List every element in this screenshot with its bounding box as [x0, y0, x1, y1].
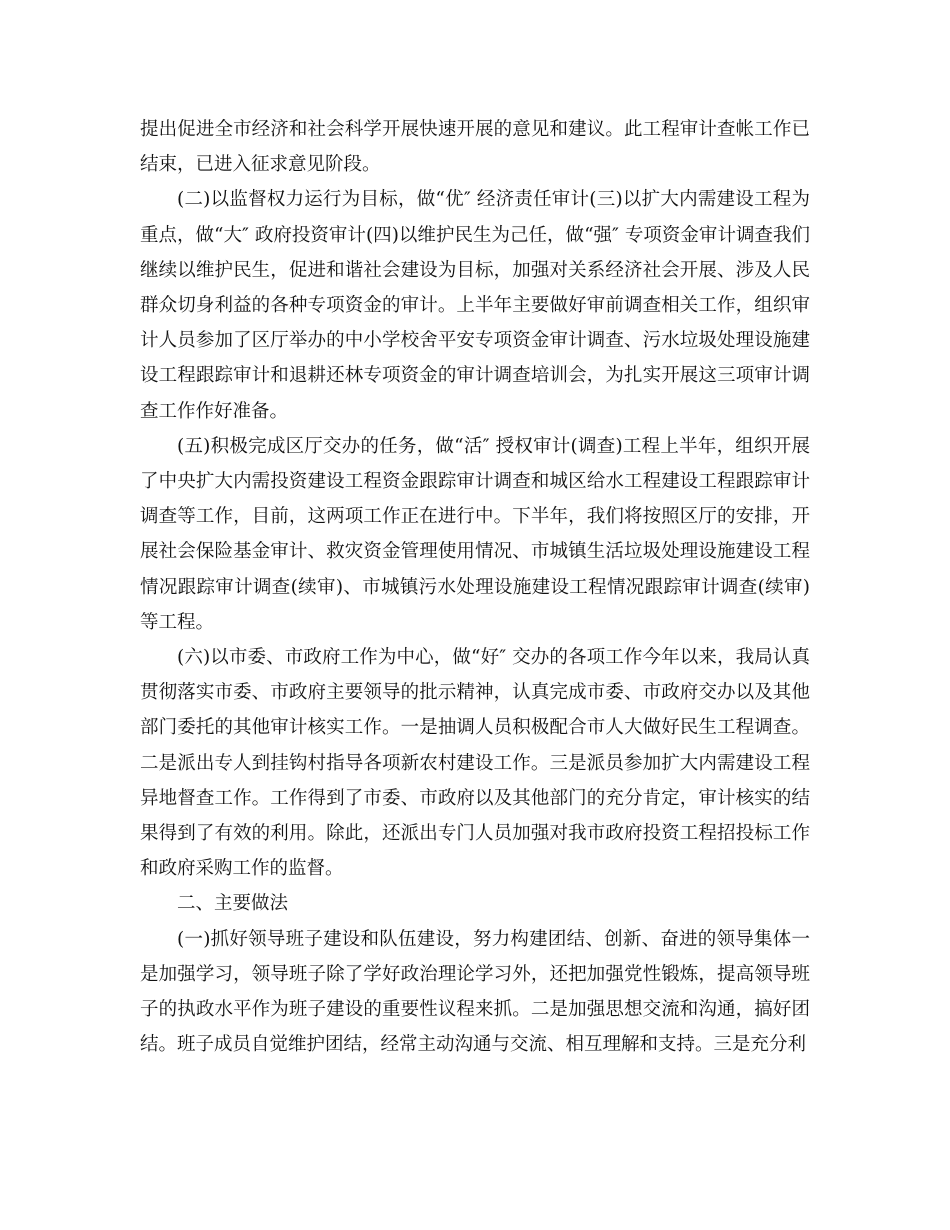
paragraph-2: (二)以监督权力运行为目标，做“优″ 经济责任审计(三)以扩大内需建设工程为重点，做“大″ 政府投资审计(四)以维护民生为己任，做“强″ 专项资金审计调查我们继续以维护民生，促进和谐社会建设为目标，加强对关系经济社会开展、涉及人民群众切身利益的各种专项资金的审计。上半年主要做好审前调查相关工作，组织审计人员参加了区厅举办的中小学校舍平安专项资金审计调查、污水垃圾处理设施建设工程跟踪审计和退耕还林专项资金的审计调查培训会，为扎实开展这三项审计调查工作作好准备。 — [140, 189, 810, 422]
section-heading: 二、主要做法 — [177, 893, 289, 915]
paragraph-3: (五)积极完成区厅交办的任务，做“活″ 授权审计(调查)工程上半年，组织开展了中央扩大内需投资建设工程资金跟踪审计调查和城区给水工程建设工程跟踪审计调查等工作，目前，这两项工作正在进行中。下半年，我们将按照区厅的安排，开展社会保险基金审计、救灾资金管理使用情况、市城镇生活垃圾处理设施建设工程情况跟踪审计调查(续审)、市城镇污水处理设施建设工程情况跟踪审计调查(续审)等工程。 — [140, 435, 810, 633]
document-body — [140, 112, 810, 1062]
paragraph-5: (一)抓好领导班子建设和队伍建设，努力构建团结、创新、奋进的领导集体一是加强学习，领导班子除了学好政治理论学习外，还把加强党性锻炼，提高领导班子的执政水平作为班子建设的重要性议程来抓。二是加强思想交流和沟通，搞好团结。班子成员自觉维护团结，经常主动沟通与交流、相互理解和支持。三是充分利 — [140, 928, 810, 1056]
paragraph-1: 提出促进全市经济和社会科学开展快速开展的意见和建议。此工程审计查帐工作已结束，已进入征求意见阶段。 — [140, 119, 810, 176]
paragraph-4: (六)以市委、市政府工作为中心，做“好″ 交办的各项工作今年以来，我局认真贯彻落实市委、市政府主要领导的批示精神，认真完成市委、市政府交办以及其他部门委托的其他审计核实工作。一是抽调人员积极配合市人大做好民生工程调查。二是派出专人到挂钩村指导各项新农村建设工作。三是派员参加扩大内需建设工程异地督查工作。工作得到了市委、市政府以及其他部门的充分肯定，审计核实的结果得到了有效的利用。除此，还派出专门人员加强对我市政府投资工程招投标工作和政府采购工作的监督。 — [140, 647, 810, 880]
